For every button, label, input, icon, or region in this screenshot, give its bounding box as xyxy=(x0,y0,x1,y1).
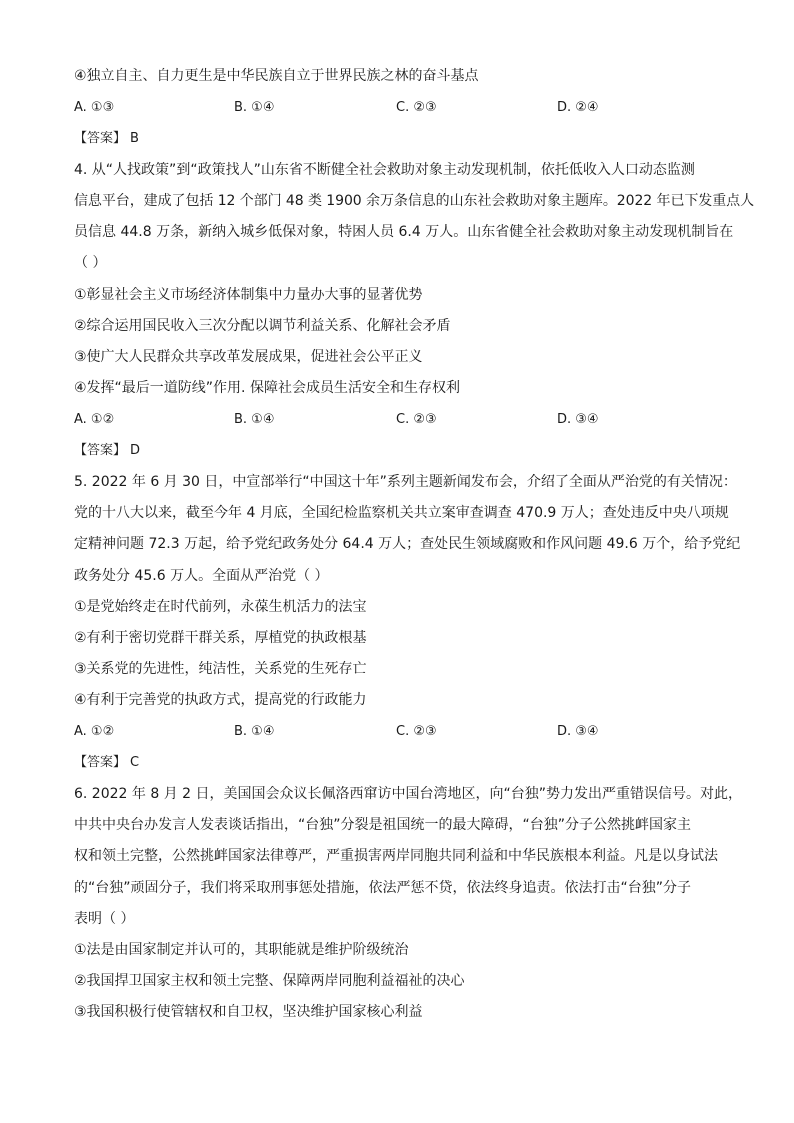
q5-option-b: B. ①④ xyxy=(234,724,275,739)
q6-stem-line-5: 表明（ ） xyxy=(74,911,135,927)
q4-option-a: A. ①② xyxy=(74,412,115,427)
q3-option-d: D. ②④ xyxy=(557,100,599,115)
q3-option-a: A. ①③ xyxy=(74,100,115,115)
answer-value: B xyxy=(130,131,139,146)
answer-label: 【答案】 xyxy=(74,443,127,458)
q5-option-c: C. ②③ xyxy=(396,724,437,739)
q5-answer xyxy=(74,753,139,773)
q5-statement-2: ②有利于密切党群干群关系，厚植党的执政根基 xyxy=(74,630,367,646)
q5-stem-line-1: 5. 2022 年 6 月 30 日，中宣部举行“中国这十年”系列主题新闻发布会，介绍了全面从严治党的有关情况： xyxy=(74,474,737,490)
q6-statement-2: ②我国捍卫国家主权和领土完整、保障两岸同胞利益福祉的决心 xyxy=(74,973,465,989)
answer-label: 【答案】 xyxy=(74,755,127,770)
answer-value: D xyxy=(130,443,141,458)
q3-option-b: B. ①④ xyxy=(234,100,275,115)
q4-stem-line-2: 信息平台，建成了包括 12 个部门 48 类 1900 余万条信息的山东社会救助对象主题库。2022 年已下发重点人 xyxy=(74,193,755,209)
q6-statement-3: ③我国积极行使管辖权和自卫权，坚决维护国家核心利益 xyxy=(74,1004,423,1020)
q4-options xyxy=(74,410,734,430)
q6-stem-line-3: 权和领土完整，公然挑衅国家法律尊严，严重损害两岸同胞共同利益和中华民族根本利益。凡是以身试法 xyxy=(74,848,718,864)
q5-statement-1: ①是党始终走在时代前列，永葆生机活力的法宝 xyxy=(74,599,367,615)
q5-stem-line-4: 政务处分 45.6 万人。全面从严治党（ ） xyxy=(74,568,329,584)
q6-stem-line-2: 中共中央台办发言人发表谈话指出，“台独”分裂是祖国统一的最大障碍，“台独”分子公然挑衅国家主 xyxy=(74,817,692,833)
q6-stem-line-4: 的“台独”顽固分子，我们将采取刑事惩处措施，依法严惩不贷，依法终身追责。依法打击“台独”分子 xyxy=(74,880,692,896)
q4-stem-line-3: 员信息 44.8 万条，新纳入城乡低保对象，特困人员 6.4 万人。山东省健全社会救助对象主动发现机制旨在 xyxy=(74,224,734,240)
q3-options xyxy=(74,98,734,118)
answer-label: 【答案】 xyxy=(74,131,127,146)
q6-stem-line-1: 6. 2022 年 8 月 2 日，美国国会众议长佩洛西窜访中国台湾地区，向“台独”势力发出严重错误信号。对此， xyxy=(74,786,743,802)
q4-stem-line-1: 4. 从“人找政策”到“政策找人”山东省不断健全社会救助对象主动发现机制，依托低收入人口动态监测 xyxy=(74,162,695,178)
q3-option-c: C. ②③ xyxy=(396,100,437,115)
q4-option-d: D. ③④ xyxy=(557,412,599,427)
q3-answer xyxy=(74,129,139,149)
q4-stem-line-4: （ ） xyxy=(74,255,107,271)
q5-option-d: D. ③④ xyxy=(557,724,599,739)
q5-stem-line-3: 定精神问题 72.3 万起，给予党纪政务处分 64.4 万人；查处民生领域腐败和作风问题 49.6 万个，给予党纪 xyxy=(74,536,741,552)
q3-statement-4: ④独立自主、自力更生是中华民族自立于世界民族之林的奋斗基点 xyxy=(74,68,479,84)
q5-stem-line-2: 党的十八大以来，截至今年 4 月底，全国纪检监察机关共立案审查调查 470.9 万人；查处违反中央八项规 xyxy=(74,505,729,521)
q4-statement-2: ②综合运用国民收入三次分配以调节利益关系、化解社会矛盾 xyxy=(74,318,451,334)
q5-statement-3: ③关系党的先进性，纯洁性，关系党的生死存亡 xyxy=(74,661,367,677)
q4-statement-4: ④发挥“最后一道防线”作用. 保障社会成员生活安全和生存权利 xyxy=(74,380,460,396)
q5-statement-4: ④有利于完善党的执政方式，提高党的行政能力 xyxy=(74,692,367,708)
q4-answer xyxy=(74,441,140,461)
q6-statement-1: ①法是由国家制定并认可的，其职能就是维护阶级统治 xyxy=(74,942,409,958)
q4-option-c: C. ②③ xyxy=(396,412,437,427)
answer-value: C xyxy=(130,755,140,770)
q4-statement-3: ③使广大人民群众共享改革发展成果，促进社会公平正义 xyxy=(74,349,423,365)
q4-option-b: B. ①④ xyxy=(234,412,275,427)
q5-options xyxy=(74,722,734,742)
q4-statement-1: ①彰显社会主义市场经济体制集中力量办大事的显著优势 xyxy=(74,287,423,303)
q5-option-a: A. ①② xyxy=(74,724,115,739)
